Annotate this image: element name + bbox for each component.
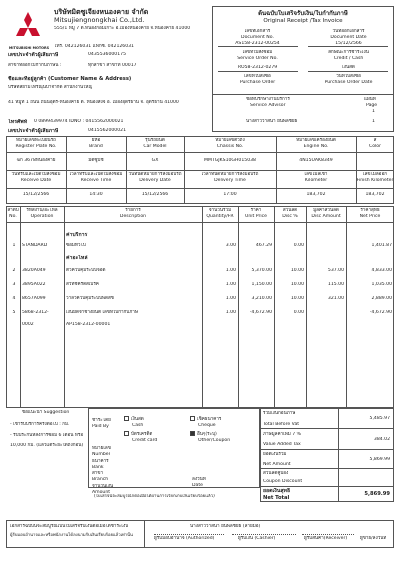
suggestion-line-3: 10,000 กม. (แล้วแต่ระยะใดถึงก่อน) [10, 443, 84, 448]
other-label-en: Other/Coupon [198, 438, 231, 443]
item-cell-unit: 1,150.00 [251, 282, 272, 287]
item-cell-op: STANDARD [22, 243, 48, 248]
payment-note: (ใบเสร็จนี้จะสมบูรณ์ก็ต่อเมื่อได้ผ่านการเรียกเก็บเงินเรียบร้อยแล้ว) [94, 494, 215, 499]
card-label: บัตรเครดิต [131, 432, 153, 437]
item-cell-qty: 1.00 [225, 268, 236, 273]
footer-notice-2: ผู้รับมอบอำนาจและหรือพนักงานได้ลงนามรับเงินเรียบร้อยแล้วเท่านั้น [10, 532, 133, 537]
po-label-en: Purchase Order [239, 80, 276, 85]
bank-label-en: Bank [92, 465, 104, 470]
vehicle-value: มิตซูบิชิ [88, 158, 104, 163]
other-option[interactable] [190, 431, 217, 438]
cashier-label: ผู้รับเงิน (Cashier) [238, 536, 276, 541]
customer-name: บริษัทสยามโทรณุ่นบำจำกัด สำนักงานใหญ่ [8, 85, 93, 90]
item-cell-no: 1 [12, 243, 16, 248]
item-cell-no: 5 [12, 310, 16, 315]
items-col-divider [274, 206, 275, 408]
items-header-th: จำนวนรวม [208, 208, 232, 213]
item-cell-disc-amt: 115.00 [327, 282, 344, 287]
vehicle-header2-en: Kilometer [304, 178, 328, 183]
items-header-th: ราคา [250, 208, 262, 213]
vehicle-header-en: Engine No. [303, 144, 329, 149]
cheque-label-en: Cheque [198, 423, 216, 428]
company-branch-label: สาขาที่ออกใบกำกับภาษีนี้ : [8, 63, 62, 68]
docdate-label-en: Document Date [330, 35, 367, 40]
customer-tel: 0 0899439974 IDNO : 0415562000021 [34, 119, 124, 124]
item-cell-op: 3820A049 [22, 268, 46, 273]
docno-value: AS158-2312-00254 [235, 41, 280, 46]
final-label-th: ยอดเงินสุทธิ [263, 488, 291, 494]
vehicle-header-th: รุ่นรถยนต์ [145, 138, 165, 143]
item-cell-no: 4 [12, 296, 16, 301]
items-col-divider [238, 206, 239, 408]
net-label-en: Net Amount [263, 462, 291, 467]
other-label: อื่นๆ(ระบุ) [197, 432, 217, 437]
suggestion-line-2: - รับประกันหลังการซ่อม 6 เดือน หรือ [10, 433, 84, 438]
final-label-en: Net Total [263, 495, 290, 501]
vehicle-header2-th: วันที่นัดหมายการส่งมอบรถ [128, 172, 182, 177]
vat-label-th: ภาษีมูลค่าเพิ่ม 7 % [263, 432, 301, 437]
item-cell-disc-pct: 10.00 [290, 268, 304, 273]
company-address: 555/1 หมู่ 7 ต.หนองกอมเกาะ อ.เมืองหนองคาย จ.หนองคาย 41000 [54, 26, 191, 31]
items-col-divider [202, 206, 203, 408]
docdate-label-th: วันที่ออกเอกสาร [332, 29, 365, 34]
vehicle-header2-en: Delivery Date [139, 178, 171, 183]
items-col-divider [346, 206, 347, 408]
vehicle-value2: 17:00 [223, 192, 237, 197]
date-label-th: ลงวันที่ [192, 477, 206, 482]
total-label-th: รวมเงินก่อนภาษี [263, 411, 296, 416]
coupon-label-th: ส่วนลดคูปอง [263, 471, 289, 476]
items-header-en: Quantity/FR [206, 214, 234, 219]
vehicle-header-en: Color [369, 144, 381, 149]
company-taxid: 0435536000175 [88, 52, 126, 57]
vehicle-header2-th: เวลาที่รับและเปิดใบสั่งซ่อม [69, 172, 123, 177]
items-header-th: ลำดับ [7, 208, 19, 213]
items-header-en: No. [9, 214, 17, 219]
vehicle-header2-th: เลขไมล์เข้า [304, 172, 328, 177]
vehicle-value2: 15/12/2566 [141, 192, 169, 197]
item-cell-unit: -4,672.90 [249, 310, 272, 315]
page-label-th: แผ่นที่ [364, 97, 376, 102]
customer-label: ชื่อและที่อยู่ลูกค้า (Customer Name & Address) [8, 76, 132, 82]
amount-label-en: Amount [92, 490, 111, 495]
advisor-name: นางสาววาสนา ยินพลชัยธ์ [246, 119, 298, 124]
footer-date-label: ผู้ขาย/ลงวันที่ [360, 536, 387, 541]
page-value: 1 [372, 119, 375, 124]
cheque-label: เช็คธนาคาร [197, 417, 222, 422]
cheque-option[interactable] [190, 416, 221, 423]
item-cell-op: 3895A022 [22, 282, 46, 287]
items-header-th: รหัสงาน/อะไหล่ [26, 208, 58, 213]
receiver-label: ผู้รับสินค้า(Receiver) [304, 536, 348, 541]
items-header-en: Disc Amount [311, 214, 341, 219]
invoice-page [6, 6, 394, 558]
vehicle-header2-en: Receive Time [80, 178, 112, 183]
vehicle-value: GX [151, 158, 159, 163]
vehicle-header2-en: Finish Kilometer [356, 178, 394, 183]
vehicle-header2-th: เวลาที่นัดหมายการส่งมอบรถ [201, 172, 259, 177]
authorized-label: ผู้รับมอบอำนาจ (Authorized) [154, 536, 215, 541]
vehicle-row-divider [6, 152, 394, 153]
vehicle-header-th: หมายเลขเครื่องยนต์ [296, 138, 336, 143]
doc-title-en: Original Receipt /Tax Invoice [263, 18, 343, 24]
po-date-label-en: Purchase Order Date [324, 80, 373, 85]
item-cell-desc: ค่าบริการ [66, 232, 88, 238]
coupon-label-en: Coupon Discount [263, 479, 303, 484]
company-name-en: Mitsujiengnongkhai Co.,Ltd. [54, 17, 145, 24]
suggestion-line-1: - เข้ารับบริการครั้งต่อไป : กม. [10, 422, 70, 427]
credit-label-en: Credit / Cash [333, 56, 364, 61]
vehicle-value2: 15/12/2566 [22, 192, 50, 197]
advisor-label-th: ชื่อที่ปรึกษางานบริการ [246, 97, 290, 102]
footer-notice: เอกสารฉบับนี้จะสมบูรณ์เป็นใบเสร็จรับเงินต่อเมื่อได้ชำระเงิน [10, 524, 129, 529]
item-cell-desc: ซ่อมทั่วไป [66, 243, 86, 248]
paid-by-label-th: ชำระโดย [92, 418, 111, 423]
item-cell-qty: 3.00 [225, 243, 236, 248]
item-cell-desc: ค่าอะไหล่ [66, 255, 88, 261]
company-taxid-label: เลขประจำตัวผู้เสียภาษี [8, 52, 59, 58]
advisor-label-en: Service Advisor [250, 103, 286, 108]
number-label-en: Number [92, 452, 111, 457]
vehicle-row-divider [6, 170, 394, 171]
number-label-th: หมายเลข [92, 446, 111, 451]
page-total: 1 [372, 109, 375, 114]
credit-value: เงินสด [342, 65, 355, 70]
date-label-en: Date [192, 483, 203, 488]
item-cell-qty: 1.00 [225, 310, 236, 315]
items-header-th: ราคาสุทธิ [360, 208, 380, 213]
po-label-th: เลขที่ใบสั่งซื้อ [244, 74, 271, 79]
vehicle-header-th: ยี่ห้อ [91, 138, 101, 143]
item-cell-disc-amt: 321.00 [327, 296, 344, 301]
item-cell-net: 4,833.00 [371, 268, 392, 273]
item-cell-desc: ตัวควบคุมระบบจอด [66, 268, 106, 273]
card-option[interactable] [124, 431, 152, 438]
items-col-divider [306, 206, 307, 408]
vehicle-header-en: Chassis No. [216, 144, 244, 149]
item-cell-disc-pct: 0.00 [293, 310, 304, 315]
item-cell-op: 8657A099 [22, 296, 46, 301]
item-cell-net: 1,401.87 [371, 243, 392, 248]
vehicle-value2: 183,702 [306, 192, 326, 197]
company-phone: โทร. 042126031 แฟกซ์. 042126031 [54, 44, 134, 49]
docno-label-th: เลขที่เอกสาร [244, 29, 271, 34]
item-cell-disc-amt: 537.00 [327, 268, 344, 273]
item-cell-disc-pct: 0.00 [293, 243, 304, 248]
final-value: 5,869.99 [364, 491, 390, 497]
item-cell-net: -4,672.90 [369, 310, 392, 315]
vehicle-header-th: หมายเลขตัวถัง [215, 138, 245, 143]
svcord-value: RO58-2312-0279 [237, 65, 278, 70]
item-cell-op: 0002 [22, 322, 34, 327]
item-cell-unit: 467.29 [255, 243, 272, 248]
item-cell-desc: เงินมัดจำช่างยนต์ เลขที่ใบกำกับภาษี [66, 310, 138, 315]
items-header-en: Operation [30, 214, 54, 219]
item-cell-op: 5868-2312- [22, 310, 49, 315]
net-label-th: ยอดเงินรวม [263, 452, 287, 457]
item-cell-net: 2,889.00 [371, 296, 392, 301]
amount-label-th: จำนวนเงิน [92, 484, 114, 489]
mitsubishi-logo-icon [10, 10, 46, 46]
vehicle-header-th: สี [373, 138, 377, 143]
vehicle-value2: 183,702 [365, 192, 385, 197]
vat-label-en: Value Added Tax [263, 442, 301, 447]
items-col-divider [20, 206, 21, 408]
vehicle-value: MMTGJKS10GH015038 [204, 158, 256, 163]
vehicle-header2-en: Receive Date [20, 178, 52, 183]
branch-label-en: Branch [92, 477, 109, 482]
customer-tel-label: โทรศัพท์ [8, 119, 28, 125]
items-header-en: Disc % [282, 214, 298, 219]
items-header-en: Description [119, 214, 147, 219]
item-cell-qty: 1.00 [225, 296, 236, 301]
item-cell-desc: สวิทช์ครัดส์เบรค [66, 282, 99, 287]
total-value: 5,485.97 [369, 416, 390, 421]
bank-label-th: ธนาคาร [92, 459, 109, 464]
doc-title-th: ต้นฉบับใบเสร็จรับเงิน/ใบกำกับภาษี [258, 10, 348, 17]
item-cell-no: 2 [12, 268, 16, 273]
customer-taxid-label: เลขประจำตัวผู้เสียภาษี [8, 128, 59, 134]
docno-label-en: Document No. [241, 35, 274, 40]
item-cell-qty: 1.00 [225, 282, 236, 287]
items-header-th: มูลค่าส่วนลด [313, 208, 339, 213]
branch-label-th: สาขา [92, 471, 104, 476]
vehicle-header2-th: เลขไมล์ออก [363, 172, 387, 177]
po-date-label-th: วันที่ใบสั่งซื้อ [336, 74, 361, 79]
paid-by-label-en: Paid By [92, 424, 109, 429]
vehicle-value: ฆก 3678หนองคาย [16, 158, 56, 163]
vehicle-header-en: Car Model [143, 144, 167, 149]
cash-label-en: Cash [132, 423, 144, 428]
vehicle-value: 4N15UAK8349 [299, 158, 333, 163]
vehicle-row-divider [6, 188, 394, 189]
svcord-label-th: เลขที่ใบสั่งซ่อม [242, 50, 273, 55]
vehicle-header-th: หมายเลขทะเบียนรถ [16, 138, 56, 143]
total-label-en: Total Before Vat [263, 422, 300, 427]
vehicle-header-en: Register Plate No. [15, 144, 57, 149]
items-header-th: รายการ [125, 208, 141, 213]
vehicle-value2: 14:30 [89, 192, 103, 197]
customer-address: 41 หมู่ที่ 1 ถนน ถนนอุดร-หนองคาย ต. หนองสังจ อ. เมืองอุดรธานี จ. อุดรธานี 41000 [8, 100, 179, 105]
item-cell-no: 3 [12, 282, 16, 287]
item-cell-desc: AP158-2312-00001 [66, 322, 111, 327]
page-label-en: Page [366, 103, 378, 108]
payment-box [88, 408, 260, 488]
suggestion-label: ข้อแนะนำ Suggestion [22, 410, 70, 415]
authorized-name: นางสาววาสนา ยินพลชัยธ์ (ลายมือ) [190, 524, 261, 529]
vehicle-header2-en: Delivery Time [214, 178, 246, 183]
item-cell-net: 1,035.00 [371, 282, 392, 287]
item-cell-disc-pct: 10.00 [290, 296, 304, 301]
svcord-label-en: Service Order No. [237, 56, 278, 61]
customer-taxid: 0415562000021 [88, 128, 126, 133]
items-header-en: Unit Price [244, 214, 268, 219]
vat-value: 384.02 [373, 437, 390, 442]
net-value: 5,869.99 [369, 457, 390, 462]
items-header-en: Net Price [359, 214, 381, 219]
item-cell-disc-pct: 10.00 [290, 282, 304, 287]
docdate-value: 15/12/2566 [335, 41, 362, 46]
cash-label: เงินสด [131, 417, 144, 422]
cash-option[interactable] [124, 416, 144, 423]
card-label-en: Credit card [132, 438, 158, 443]
items-header-th: ส่วนลด [282, 208, 298, 213]
vehicle-header2-th: วันที่รับและเปิดใบสั่งซ่อม [11, 172, 61, 177]
item-cell-unit: 5,370.00 [251, 268, 272, 273]
company-branch: ทุกสาขา สาขาที่ 00017 [88, 63, 137, 68]
credit-label-th: ลักษณะการชำระเงิน [328, 50, 369, 55]
vehicle-header-en: Brand [89, 144, 103, 149]
logo-text: MITSUBISHI MOTORS [8, 46, 50, 50]
company-name-th: บริษัทมิตซูเจียงหนองคาย จำกัด [54, 8, 149, 16]
item-cell-desc: วาล์วควบคุมระบบพีดสัช [66, 296, 114, 301]
item-cell-unit: 3,210.00 [251, 296, 272, 301]
